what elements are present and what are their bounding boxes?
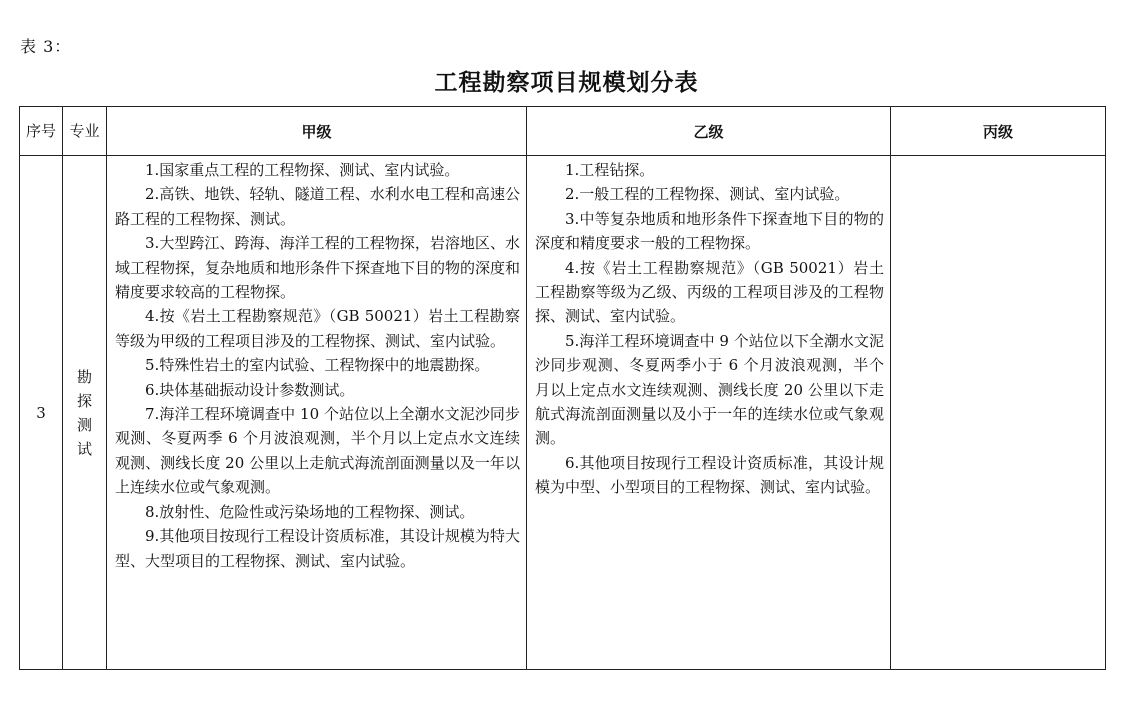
grade-a-item: 1.国家重点工程的工程物探、测试、室内试验。	[145, 161, 460, 179]
grade-b-item: 4.按《岩土工程勘察规范》（GB 50021）岩土工程勘察等级为乙级、丙级的工程项目涉及的工程物探、测试、室内试验。	[535, 258, 884, 326]
header-no: 序号	[20, 107, 63, 156]
grade-b-item: 6.其他项目按现行工程设计资质标准，其设计规模为中型、小型项目的工程物探、测试、室内试验。	[535, 453, 884, 497]
table-row	[20, 156, 1106, 670]
grade-a-item: 9.其他项目按现行工程设计资质标准，其设计规模为特大型、大型项目的工程物探、测试、室内试验。	[115, 527, 520, 570]
cell-grade-b	[527, 156, 891, 670]
grade-a-item: 8.放射性、危险性或污染场地的工程物探、测试。	[145, 502, 475, 521]
table-header-row	[20, 107, 1106, 156]
header-grade-b: 乙级	[527, 107, 891, 156]
grade-b-item: 3.中等复杂地质和地形条件下探查地下目的物的深度和精度要求一般的工程物探。	[535, 209, 884, 253]
grade-a-item: 7.海洋工程环境调查中 10 个站位以上全潮水文泥沙同步观测、冬夏两季 6 个月波浪观测，半个月以上定点水文连续观测、测线长度 20 公里以上走航式海流剖面测量以及一年以上连续水位或气象观测。	[115, 405, 520, 497]
grade-a-item: 3.大型跨江、跨海、海洋工程的工程物探，岩溶地区、水域工程物探，复杂地质和地形条件下探查地下目的物的深度和精度要求较高的工程物探。	[115, 234, 521, 302]
cell-spec: 勘探测试	[63, 156, 107, 670]
cell-no: 3	[20, 156, 63, 670]
header-grade-a: 甲级	[107, 107, 527, 156]
cell-grade-c	[891, 156, 1106, 670]
header-spec: 专业	[63, 107, 107, 156]
table-label: 表 3：	[20, 37, 72, 56]
cell-grade-a	[107, 156, 527, 670]
header-grade-c: 丙级	[891, 107, 1106, 156]
grade-a-item: 6.块体基础振动设计参数测试。	[145, 380, 355, 399]
grade-a-item: 4.按《岩土工程勘察规范》（GB 50021）岩土工程勘察等级为甲级的工程项目涉及的工程物探、测试、室内试验。	[115, 307, 520, 350]
scale-table	[19, 106, 1106, 670]
grade-a-item: 2.高铁、地铁、轻轨、隧道工程、水利水电工程和高速公路工程的工程物探、测试。	[115, 185, 520, 228]
grade-b-item: 5.海洋工程环境调查中 9 个站位以下全潮水文泥沙同步观测、冬夏两季小于 6 个月波浪观测，半个月以上定点水文连续观测、测线长度 20 公里以下走航式海流剖面测量以及小于一年的连续水位或气象观测。	[535, 331, 884, 448]
page-title: 工程勘察项目规模划分表	[434, 70, 699, 96]
grade-b-item: 1.工程钻探。	[565, 161, 655, 179]
grade-b-item: 2.一般工程的工程物探、测试、室内试验。	[565, 185, 850, 204]
grade-a-item: 5.特殊性岩土的室内试验、工程物探中的地震勘探。	[145, 356, 490, 375]
